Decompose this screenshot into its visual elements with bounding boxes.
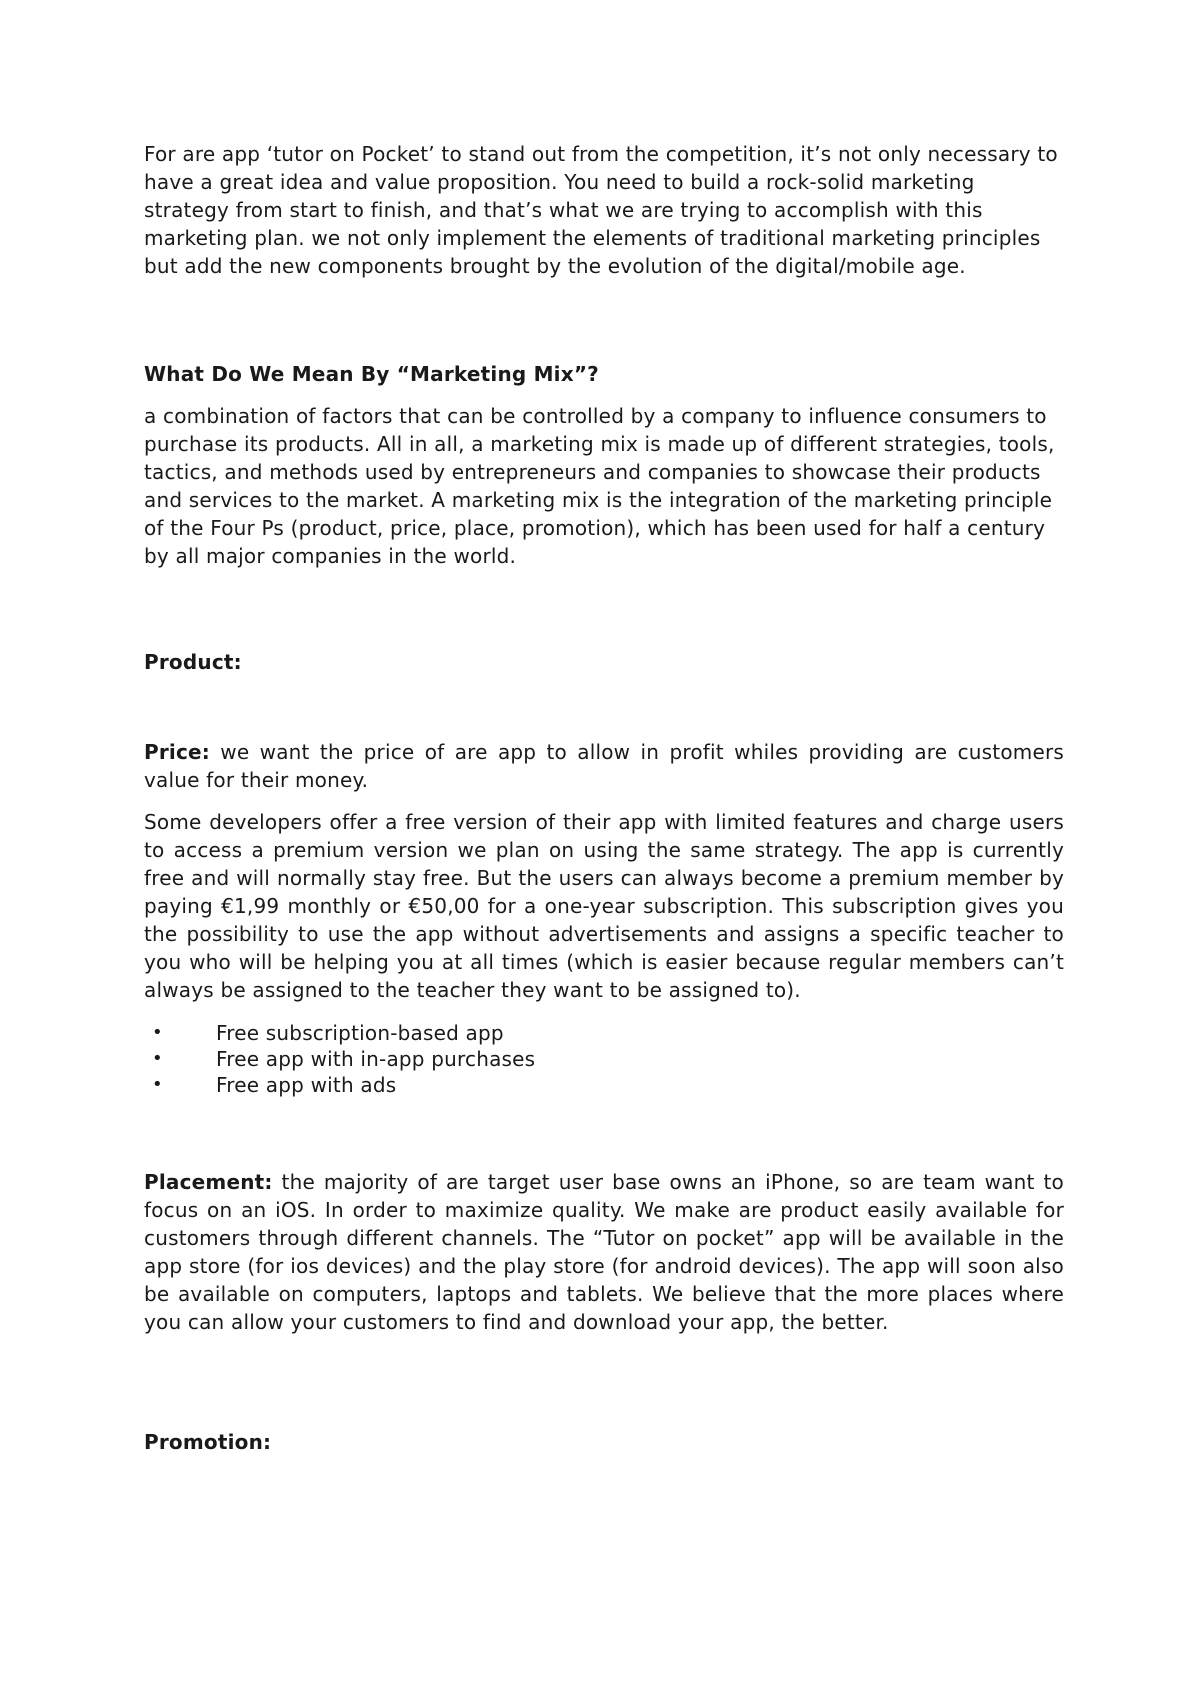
list-item	[144, 1046, 1064, 1072]
marketing-mix-heading: What Do We Mean By “Marketing Mix”?	[144, 362, 599, 386]
list-item-text: Free app with ads	[216, 1073, 397, 1097]
marketing-mix-paragraph: a combination of factors that can be controlled by a company to influence consumers to purchase its products. All in all, a marketing mix is made up of different strategies, tools, tactics, and methods used by entrepreneurs and companies to showcase their products and services to the market. A marketing mix is the integration of the marketing principle of the Four Ps (product, price, place, promotion), which has been used for half a century by all major companies in the world.	[144, 404, 1055, 568]
price-details-paragraph: Some developers offer a free version of their app with limited features and charge users to access a premium version we plan on using the same strategy. The app is currently free and will normally stay free. But the users can always become a premium member by paying €1,99 monthly or €50,00 for a one-year subscription. This subscription gives you the possibility to use the app without advertisements and assigns a specific teacher to you who will be helping you at all times (which is easier because regular members can’t always be assigned to the teacher they want to be assigned to).	[144, 810, 1064, 1002]
placement-label: Placement:	[144, 1170, 273, 1194]
placement-text: the majority of are target user base owns an iPhone, so are team want to focus on an iOS. In order to maximize quality. We make are product easily available for customers through different channels. The “Tutor on pocket” app will be available in the app store (for ios devices) and the play store (for android devices). The app will soon also be available on computers, laptops and tablets. We believe that the more places where you can allow your customers to find and download your app, the better.	[144, 1170, 1064, 1334]
promotion-heading: Promotion:	[144, 1430, 272, 1454]
price-label: Price:	[144, 740, 210, 764]
document-page	[144, 140, 1064, 1456]
bullet-icon: •	[152, 1022, 163, 1043]
list-item-text: Free subscription-based app	[216, 1021, 504, 1045]
placement-paragraph	[144, 1168, 1064, 1336]
bullet-icon: •	[152, 1074, 163, 1095]
list-item	[144, 1072, 1064, 1098]
intro-paragraph: For are app ‘tutor on Pocket’ to stand out from the competition, it’s not only necessary to have a great idea and value proposition. You need to build a rock-solid marketing strategy from start to finish, and that’s what we are trying to accomplish with this marketing plan. we not only implement the elements of traditional marketing principles but add the new components brought by the evolution of the digital/mobile age.	[144, 142, 1058, 278]
product-heading: Product:	[144, 650, 242, 674]
price-text: we want the price of are app to allow in profit whiles providing are customers value for their money.	[144, 740, 1064, 792]
price-paragraph	[144, 738, 1064, 794]
list-item-text: Free app with in-app purchases	[216, 1047, 536, 1071]
list-item	[144, 1020, 1064, 1046]
price-bullet-list	[144, 1020, 1064, 1098]
bullet-icon: •	[152, 1048, 163, 1069]
